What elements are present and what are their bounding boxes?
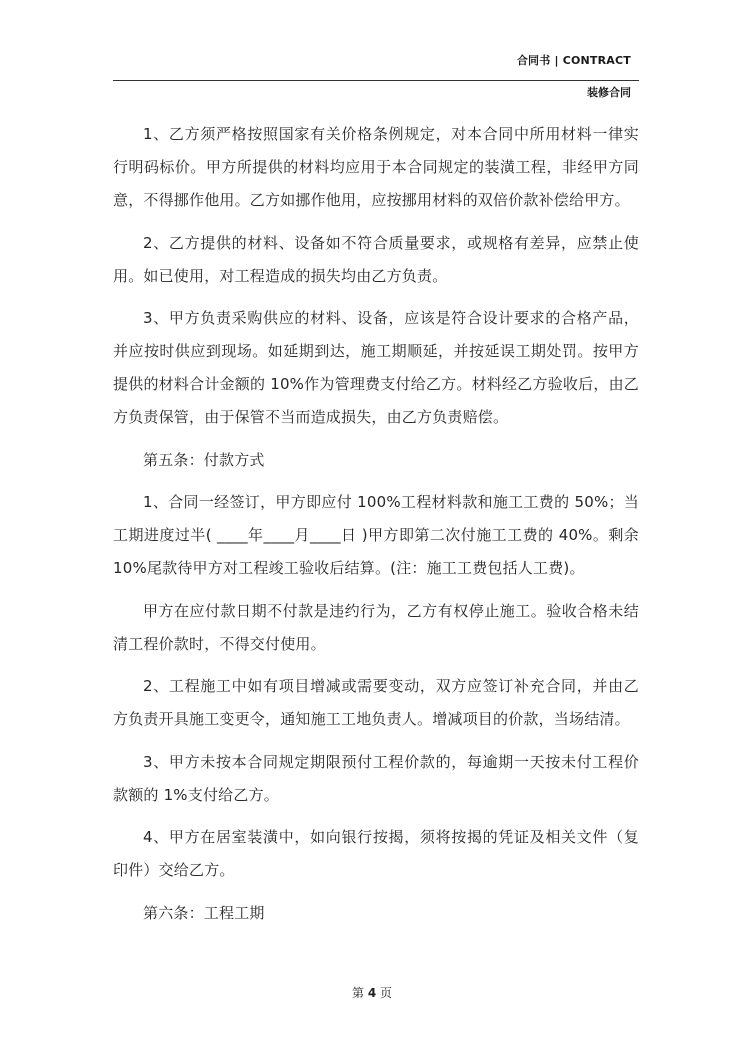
- paragraph-late-payment: 甲方在应付款日期不付款是违约行为，乙方有权停止施工。验收合格未结清工程价款时，不得交付使用。: [113, 601, 639, 653]
- section-heading-payment: 第五条：付款方式: [143, 450, 265, 469]
- paragraph-payment-schedule: 1、合同一经签订，甲方即应付 100%工程材料款和施工工费的 50%；当工期进度过半( ____年____月____日 )甲方即第二次付施工工费的 40%。剩余 10%尾款待甲方对工程竣工验收后结算。(注：施工工费包括人工费)。: [113, 493, 639, 577]
- paragraph-mortgage: 4、甲方在居室装潢中，如向银行按揭，须将按揭的凭证及相关文件（复印件）交给乙方。: [113, 828, 639, 879]
- paragraph-material-pricing: 1、乙方须严格按照国家有关价格条例规定，对本合同中所用材料一律实行明码标价。甲方所提供的材料均应用于本合同规定的装潢工程，非经甲方同意，不得挪作他用。乙方如挪作他用，应按挪用材料的双倍价款补偿给甲方。: [113, 125, 639, 209]
- document-body: [113, 118, 639, 939]
- page-footer: [0, 984, 744, 1001]
- header-divider: [113, 80, 639, 81]
- footer-prefix: 第: [351, 986, 364, 1000]
- paragraph-party-a-supply: 3、甲方负责采购供应的材料、设备，应该是符合设计要求的合格产品，并应按时供应到现场。如延期到达，施工期顺延，并按延误工期处罚。按甲方提供的材料合计金额的 10%作为管理费支付给乙方。材料经乙方验收后，由乙方负责保管，由于保管不当而造成损失，由乙方负责赔偿。: [113, 309, 639, 426]
- footer-suffix: 页: [380, 986, 393, 1000]
- header-title-cn: 合同书: [516, 54, 551, 67]
- paragraph-overdue-penalty: 3、甲方未按本合同规定期限预付工程价款的，每逾期一天按未付工程价款额的 1%支付给乙方。: [113, 752, 639, 804]
- page-number: 4: [367, 986, 377, 1000]
- paragraph-change-order: 2、工程施工中如有项目增减或需要变动，双方应签订补充合同，并由乙方负责开具施工变更令，通知施工工地负责人。增减项目的价款，当场结清。: [113, 677, 639, 728]
- header-subtitle: 装修合同: [587, 86, 631, 99]
- paragraph-material-quality: 2、乙方提供的材料、设备如不符合质量要求，或规格有差异，应禁止使用。如已使用，对工程造成的损失均由乙方负责。: [113, 233, 639, 285]
- header-separator: |: [554, 54, 559, 67]
- header-title: [517, 52, 631, 68]
- header-title-en: CONTRACT: [562, 54, 631, 67]
- section-heading-schedule: 第六条：工程工期: [143, 903, 265, 922]
